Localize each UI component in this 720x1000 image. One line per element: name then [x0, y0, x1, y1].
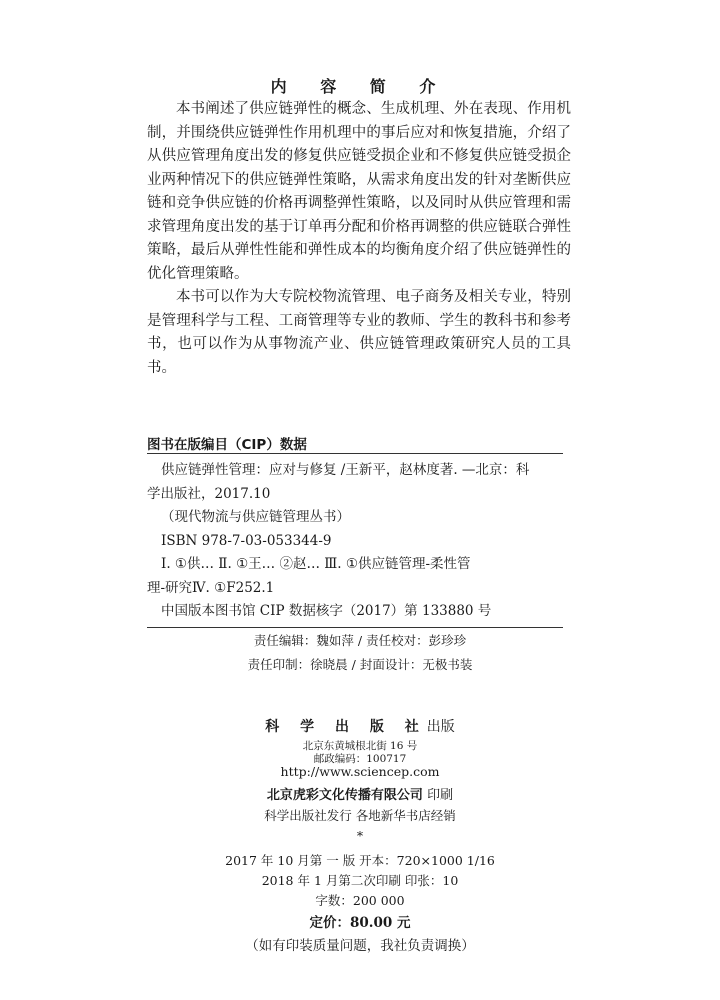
summary-heading: 内 容 简 介 [270, 77, 450, 96]
quality-notice: （如有印装质量问题，我社负责调换） [245, 938, 475, 954]
cip-line: 供应链弹性管理：应对与修复 /王新平，赵林度著. —北京：科 [161, 462, 530, 478]
price-label: 定价：80.00 元 [309, 915, 411, 931]
cip-block [147, 459, 563, 624]
summary-paragraph: 本书可以作为大专院校物流管理、电子商务及相关专业，特别是管理科学与工程、工商管理等专业的教师、学生的教科书和参考书，也可以作为从事物流产业、供应链管理政策研究人员的工具书。 [147, 289, 571, 376]
publisher-suffix: 出版 [426, 719, 455, 735]
cip-bottom-rule [147, 627, 563, 628]
summary-body [147, 98, 571, 380]
printer-suffix: 印刷 [427, 788, 454, 803]
cip-line: （现代物流与供应链管理丛书） [161, 509, 350, 525]
edition-line: 2017 年 10 月第 一 版 开本：720×1000 1/16 [225, 853, 495, 868]
cip-line: 学出版社，2017.10 [147, 485, 271, 502]
printer-name: 北京虎彩文化传播有限公司 [266, 788, 423, 803]
printer-line [0, 784, 720, 803]
summary-paragraph: 本书阐述了供应链弹性的概念、生成机理、外在表现、作用机制，并围绕供应链弹性作用机理中的事后应对和恢复措施，介绍了从供应管理角度出发的修复供应链受损企业和不修复供应链受损企业两种情况下的供应链弹性策略，从需求角度出发的针对垄断供应链和竞争供应链的价格再调整弹性策略，以及同时从供应管理和需求管理角度出发的基于订单再分配和价格再调整的供应链联合弹性策略，最后从弹性性能和弹性成本的均衡角度介绍了供应链弹性的优化管理策略。 [147, 101, 571, 282]
credits-line-printing: 责任印制：徐晓晨 / 封面设计：无极书装 [247, 657, 473, 672]
publisher-url: http://www.sciencep.com [280, 764, 440, 779]
word-count: 字数：200 000 [315, 893, 405, 908]
publisher-line [0, 716, 720, 736]
publisher-postcode: 邮政编码：100717 [313, 753, 407, 765]
distribution-line: 科学出版社发行 各地新华书店经销 [264, 808, 456, 823]
cip-line: 理-研究Ⅳ. ①F252.1 [147, 579, 275, 596]
cip-line: Ⅰ. ①供… Ⅱ. ①王… ②赵… Ⅲ. ①供应链管理-柔性管 [161, 556, 471, 572]
separator-star: * [356, 828, 364, 843]
publisher-name: 科 学 出 版 社 [265, 719, 427, 735]
credits-line-editor: 责任编辑：魏如萍 / 责任校对：彭珍珍 [253, 633, 467, 648]
cip-line: ISBN 978-7-03-053344-9 [161, 532, 332, 549]
printing-line: 2018 年 1 月第二次印刷 印张：10 [261, 873, 459, 888]
cip-line: 中国版本图书馆 CIP 数据核字（2017）第 133880 号 [161, 603, 492, 619]
cip-heading: 图书在版编目（CIP）数据 [147, 437, 307, 453]
publisher-address: 北京东黄城根北街 16 号 [302, 740, 418, 752]
cip-top-rule [147, 453, 563, 454]
